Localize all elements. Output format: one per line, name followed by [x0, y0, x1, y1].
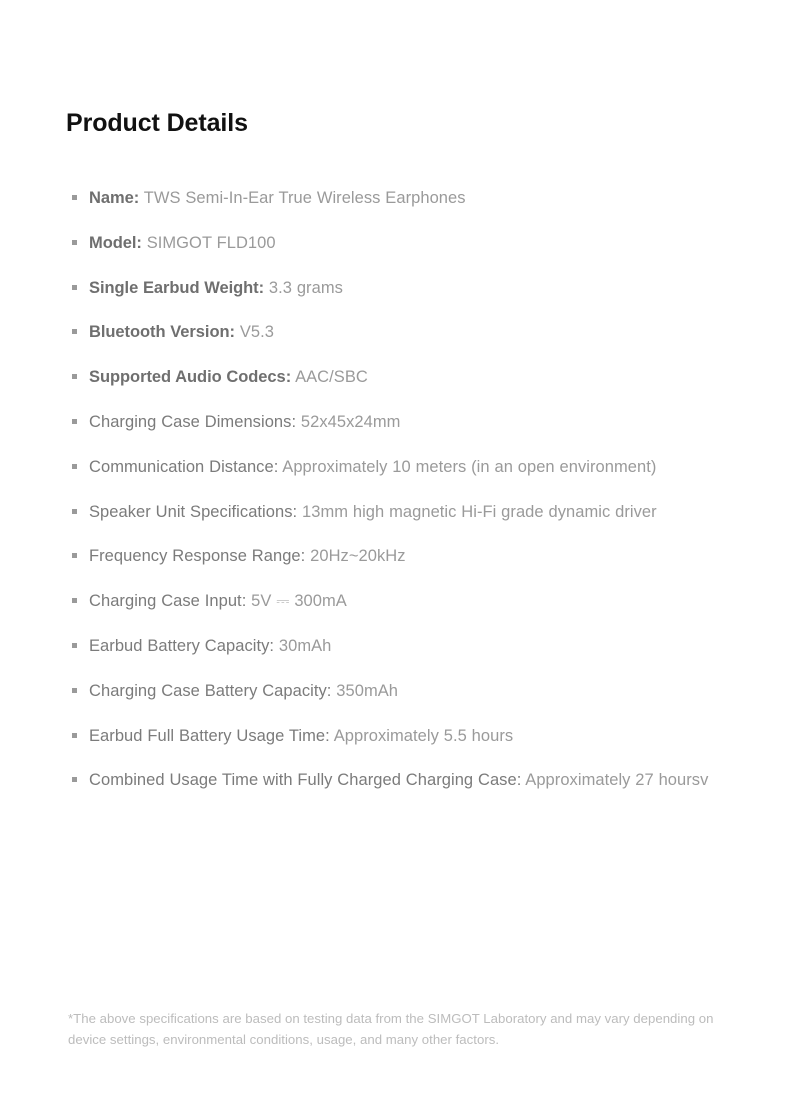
spec-list-item: [68, 669, 736, 714]
spec-value: 13mm high magnetic Hi-Fi grade dynamic driver: [297, 502, 657, 521]
spec-list-item: [68, 758, 736, 803]
spec-label: Frequency Response Range:: [89, 547, 306, 566]
spec-value: 350mAh: [331, 681, 399, 700]
spec-label: Earbud Full Battery Usage Time:: [89, 726, 330, 745]
square-bullet-icon: [72, 419, 77, 424]
spec-list-item: [68, 266, 736, 311]
page-title: Product Details: [66, 109, 248, 137]
spec-list-item: [68, 579, 736, 624]
spec-value: TWS Semi-In-Ear True Wireless Earphones: [139, 189, 466, 207]
footnote-text: *The above specifications are based on testing data from the SIMGOT Laboratory and may vary depending on device settings, environmental conditions, usage, and many other factors.: [68, 1011, 714, 1047]
spec-value: AAC/SBC: [291, 368, 368, 387]
spec-list-item: [68, 445, 736, 490]
spec-list-item: [68, 534, 736, 579]
square-bullet-icon: [72, 464, 77, 469]
spec-label: Charging Case Battery Capacity:: [89, 681, 332, 700]
spec-value: SIMGOT FLD100: [141, 233, 276, 252]
spec-list-item: [68, 355, 736, 400]
spec-list-item: [68, 176, 736, 221]
spec-label: Charging Case Dimensions:: [89, 412, 297, 431]
spec-list-item: [68, 221, 736, 266]
spec-value: 52x45x24mm: [296, 412, 401, 431]
square-bullet-icon: [72, 509, 77, 514]
footnote: [68, 1008, 732, 1050]
spec-value: V5.3: [234, 323, 274, 342]
square-bullet-icon: [72, 240, 77, 245]
spec-value: Approximately 10 meters (in an open environment): [278, 457, 657, 476]
spec-label: Earbud Battery Capacity:: [89, 636, 275, 655]
spec-label: Charging Case Input:: [89, 592, 247, 611]
square-bullet-icon: [72, 688, 77, 693]
square-bullet-icon: [72, 374, 77, 379]
spec-value: 20Hz~20kHz: [305, 547, 406, 566]
spec-label: Name:: [89, 189, 140, 207]
spec-label: Speaker Unit Specifications:: [89, 502, 298, 521]
square-bullet-icon: [72, 195, 77, 200]
spec-label: Combined Usage Time with Fully Charged Charging Case:: [89, 771, 522, 790]
spec-list-item: [68, 624, 736, 669]
spec-value: Approximately 5.5 hours: [329, 726, 514, 745]
spec-label: Bluetooth Version:: [89, 323, 235, 342]
spec-list-item: [68, 400, 736, 445]
spec-label: Supported Audio Codecs:: [89, 368, 292, 387]
spec-list-item: [68, 714, 736, 759]
spec-label: Communication Distance:: [89, 457, 279, 476]
square-bullet-icon: [72, 598, 77, 603]
specifications-list: [68, 176, 736, 803]
spec-label: Single Earbud Weight:: [89, 278, 265, 297]
spec-list-item: [68, 490, 736, 535]
spec-list-item: [68, 310, 736, 355]
square-bullet-icon: [72, 777, 77, 782]
spec-value: 3.3 grams: [264, 278, 343, 297]
square-bullet-icon: [72, 733, 77, 738]
spec-value: Approximately 27 hoursv: [521, 771, 709, 790]
spec-label: Model:: [89, 233, 142, 252]
square-bullet-icon: [72, 643, 77, 648]
square-bullet-icon: [72, 553, 77, 558]
square-bullet-icon: [72, 285, 77, 290]
spec-value: 30mAh: [274, 636, 332, 655]
square-bullet-icon: [72, 329, 77, 334]
spec-value: 5V ⎓ 300mA: [246, 592, 347, 611]
